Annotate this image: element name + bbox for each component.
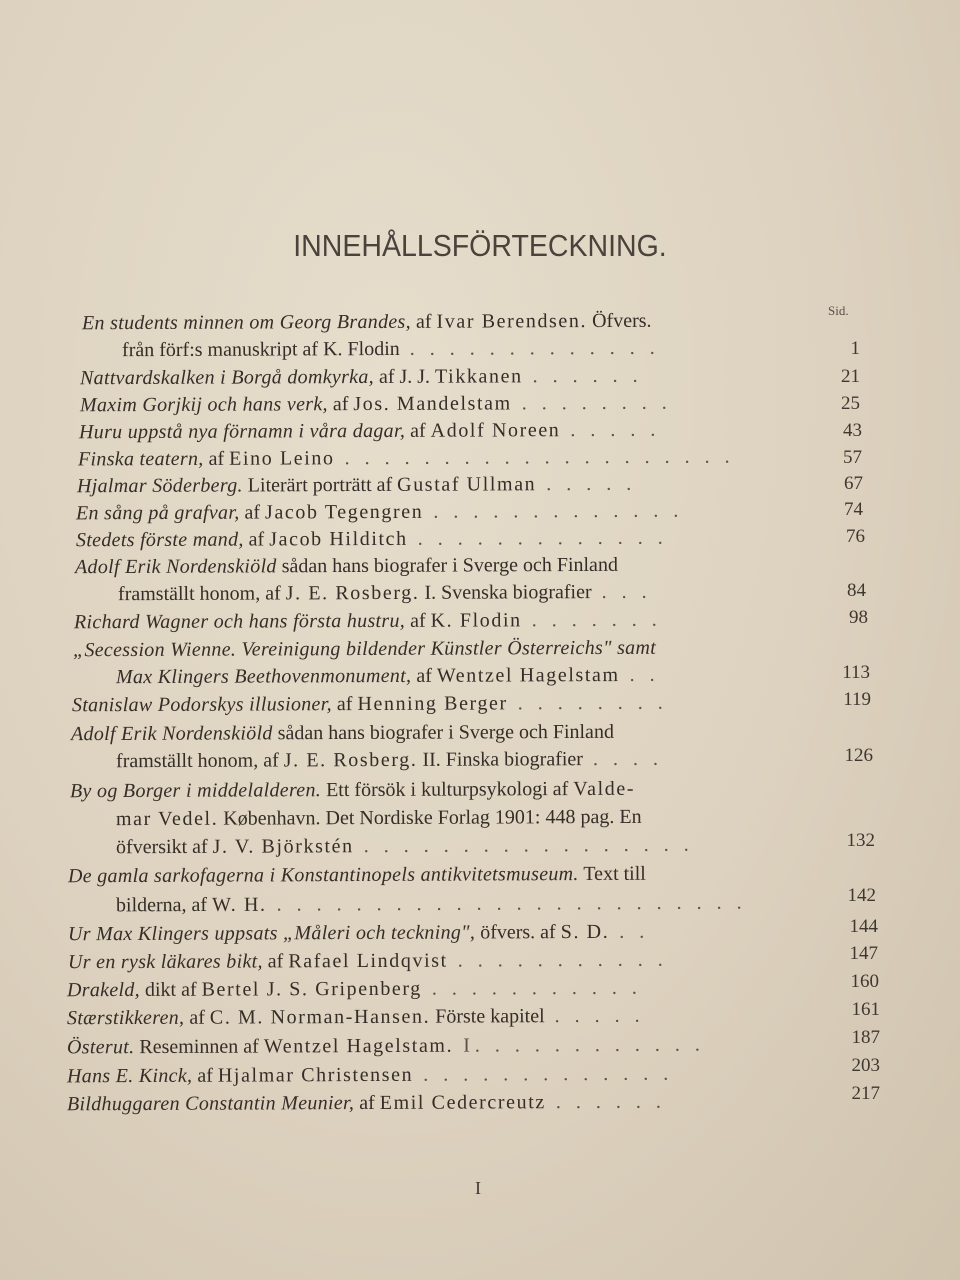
entry-page-number: 43: [843, 420, 862, 441]
leader-dots: . . . . . . . . . . . . . . . . . . . . . . . .: [266, 891, 747, 916]
entry-author: J. E. Rosberg.: [283, 748, 418, 772]
entry-text: från förf:s manuskript af K. Flodin: [121, 337, 400, 362]
leader-dots: . . . . . . . . . . . . .: [399, 336, 660, 360]
entry-text: af: [404, 609, 431, 632]
toc-entry-line: [80, 391, 672, 418]
entry-page-number: 74: [844, 499, 863, 520]
entry-author: Bertel J. S. Gripenberg: [201, 977, 422, 1001]
entry-author: C. M. Norman-Hansen.: [209, 1005, 431, 1029]
leader-dots: . . . . . . . .: [511, 391, 672, 415]
entry-title: Stedets förste mand,: [75, 528, 244, 552]
entry-page-number: 132: [846, 830, 875, 851]
leader-dots: . . . . . . . . . . . . .: [423, 499, 684, 523]
entry-page-number: 98: [849, 607, 868, 628]
toc-entry-line: [67, 1090, 666, 1117]
entry-text: af: [410, 310, 437, 333]
entry-page-number: 144: [849, 916, 878, 937]
entry-author: Valde-: [573, 777, 636, 801]
entry-text: af: [262, 950, 289, 973]
entry-author: Tikkanen: [434, 365, 523, 388]
entry-title: By og Borger i middelalderen.: [69, 779, 322, 803]
toc-entry-line: [118, 580, 652, 606]
entry-author: K. Flodin: [430, 609, 522, 632]
entry-text: af J. J.: [373, 365, 436, 388]
entry-text: af: [411, 664, 437, 687]
entry-page-number: 126: [844, 745, 873, 766]
entry-text: af: [184, 1006, 210, 1029]
toc-entry-line: [67, 1004, 645, 1031]
entry-author: Jos. Mandelstam: [353, 392, 512, 416]
leader-dots: . . . . . .: [522, 364, 643, 388]
entry-page-number: 217: [851, 1083, 880, 1104]
leader-dots: . . . . .: [560, 418, 661, 442]
leader-dots: . . . . . . . .: [507, 691, 668, 715]
entry-text: sådan hans biografer i Sverge och Finland: [272, 720, 614, 745]
entry-text: af: [354, 1091, 380, 1115]
entry-title: Adolf Erik Nordenskiöld: [70, 722, 273, 746]
entry-title: Hans E. Kinck,: [66, 1064, 193, 1088]
entry-text: Reseminnen af: [134, 1035, 264, 1059]
entry-text: öfversikt af: [115, 835, 213, 859]
entry-title: En students minnen om Georg Brandes,: [81, 310, 411, 335]
entry-text: af: [405, 419, 431, 442]
leader-dots: . . . . . .: [545, 1090, 666, 1114]
toc-entry-line: [76, 499, 683, 526]
toc-entry-line: [67, 1033, 705, 1060]
entry-text: af: [327, 393, 354, 416]
toc-entry-line: [116, 663, 660, 689]
entry-page-number: 84: [847, 580, 866, 601]
toc-entry-line: [76, 526, 668, 553]
entry-author: J. E. Rosberg.: [285, 581, 420, 605]
entry-page-number: 142: [847, 885, 876, 906]
toc-entry-line: [80, 364, 643, 390]
entry-page-number: 160: [850, 971, 879, 992]
toc-entry-line: [77, 472, 636, 498]
entry-author: mar Vedel.: [115, 807, 219, 831]
entry-text: II. Finska biografier: [417, 748, 583, 771]
entry-author: Jacob Hilditch: [269, 527, 408, 551]
toc-entry-line: [72, 691, 668, 718]
entry-author: Eino Leino: [229, 447, 335, 470]
entry-author: Jacob Tegengren: [264, 500, 424, 524]
leader-dots: I. . . . . . . . . . . .: [453, 1033, 705, 1057]
entry-author: Rafael Lindqvist: [288, 949, 448, 973]
entry-text: dikt af: [139, 978, 202, 1001]
toc-entry-line: [82, 309, 652, 335]
entry-text: framställt honom, af: [117, 582, 286, 606]
entry-author: J. V. Björkstén: [212, 835, 354, 858]
entry-text: öfvers. af: [475, 921, 561, 944]
entry-text: Öfvers.: [587, 309, 652, 333]
entry-author: Ivar Berendsen.: [436, 310, 588, 333]
entry-author: Gustaf Ullman: [397, 473, 537, 496]
leader-dots: . . . . . . . . . . . . .: [413, 1062, 674, 1086]
entry-title: Drakeld,: [66, 978, 140, 1002]
entry-title: Ur Max Klingers uppsats „Måleri och teckning",: [67, 921, 476, 946]
entry-page-number: 21: [841, 366, 860, 387]
leader-dots: . . . .: [582, 747, 663, 771]
entry-author: Adolf Noreen: [430, 419, 561, 442]
entry-text: bilderna, af: [115, 893, 213, 917]
toc-entry-line: [68, 920, 649, 947]
entry-title: En sång på grafvar,: [75, 501, 240, 525]
entry-author: Hjalmar Christensen: [217, 1063, 414, 1087]
leader-dots: . . . . . . . . . . . . . . . . . . . .: [334, 445, 735, 470]
toc-entry-line: [73, 636, 656, 663]
leader-dots: . . . . . . . . . . .: [421, 976, 642, 1000]
entry-page-number: 203: [851, 1055, 880, 1076]
leader-dots: . . .: [591, 580, 652, 604]
leader-dots: . .: [619, 663, 660, 686]
entry-author: W. H.: [212, 893, 267, 916]
entry-text: København. Det Nordiske Forlag 1901: 448 pag. En: [218, 805, 642, 830]
entry-text: af: [331, 693, 358, 716]
leader-dots: . . . . . . . . . . . . . . . . .: [353, 833, 694, 858]
entry-page-number: 187: [851, 1027, 880, 1048]
page-number: I: [475, 1178, 481, 1198]
toc-entry-line: [116, 891, 747, 918]
toc-entry-line: [74, 608, 662, 635]
toc-entry-line: [116, 747, 663, 773]
entry-author: Wentzel Hagelstam: [436, 663, 620, 687]
entry-title: Max Klingers Beethovenmonument,: [115, 664, 412, 689]
entry-title: Hjalmar Söderberg.: [76, 474, 243, 498]
entry-text: framställt honom, af: [115, 749, 284, 773]
toc-entry-line: [116, 833, 694, 860]
entry-title: Stanislaw Podorskys illusioner,: [71, 693, 332, 717]
entry-author: Wentzel Hagelstam.: [263, 1034, 454, 1058]
toc-entry-line: [67, 976, 642, 1003]
toc-entry-line: [79, 418, 660, 445]
toc-entry-line: [75, 553, 618, 579]
entry-page-number: 67: [844, 473, 863, 494]
entry-page-number: 76: [846, 526, 865, 547]
leader-dots: . . . . . . . . . . . . .: [407, 526, 668, 550]
toc-entry-line: [67, 1062, 673, 1089]
entry-text: I. Svenska biografier: [419, 581, 592, 604]
entry-page-number: 57: [843, 447, 862, 468]
toc-entry-line: [78, 445, 735, 472]
entry-title: Huru uppstå nya förnamn i våra dagar,: [78, 419, 406, 444]
leader-dots: . . . . . . .: [521, 608, 662, 632]
entry-title: Nattvardskalken i Borgå domkyrka,: [79, 365, 374, 390]
entry-page-number: 161: [851, 999, 880, 1020]
entry-page-number: 147: [849, 943, 878, 964]
entry-author: Emil Cedercreutz: [379, 1091, 546, 1114]
entry-title: Ur en rysk läkares bikt,: [67, 950, 263, 974]
entry-text: Text till: [578, 862, 646, 886]
entry-text: af: [203, 447, 230, 470]
entry-author: Henning Berger: [357, 692, 508, 716]
entry-title: Finska teatern,: [77, 447, 204, 471]
entry-text: Förste kapitel: [430, 1005, 545, 1028]
entry-text: Ett försök i kulturpsykologi af: [321, 778, 574, 802]
leader-dots: . .: [609, 920, 650, 943]
entry-text: af: [192, 1064, 218, 1087]
entry-page-number: 113: [842, 662, 870, 683]
toc-entry-line: [71, 720, 614, 746]
toc-entry-line: [116, 805, 642, 831]
page-column-label: Sid.: [828, 303, 849, 318]
entry-title: „Secession Wienne. Vereinigung bildender Künstler Österreichs" samt: [72, 636, 657, 662]
entry-author: S. D.: [560, 920, 610, 944]
entry-title: Bildhuggaren Constantin Meunier,: [66, 1092, 355, 1116]
leader-dots: . . . . .: [544, 1004, 645, 1028]
leader-dots: . . . . .: [536, 472, 637, 496]
entry-page-number: 25: [841, 393, 860, 414]
toc-entry-line: [68, 948, 668, 975]
entry-title: Richard Wagner och hans första hustru,: [73, 609, 406, 634]
entry-page-number: 119: [843, 689, 871, 710]
entry-text: Literärt porträtt af: [242, 473, 398, 497]
entry-title: De gamla sarkofagerna i Konstantinopels antikvitetsmuseum.: [67, 863, 579, 888]
entry-title: Maxim Gorjkij och hans verk,: [79, 393, 328, 417]
entry-text: sådan hans biografer i Sverge och Finland: [276, 553, 618, 578]
entry-title: Österut.: [66, 1036, 135, 1059]
toc-entry-line: [70, 777, 635, 803]
page-title: INNEHÅLLSFÖRTECKNING.: [293, 228, 667, 263]
toc-entry-line: [122, 336, 660, 362]
entry-page-number: 1: [850, 338, 860, 359]
leader-dots: . . . . . . . . . . .: [447, 948, 668, 972]
entry-title: Stærstikkeren,: [66, 1006, 185, 1030]
toc-entry-line: [68, 862, 646, 889]
entry-text: af: [243, 528, 270, 551]
entry-title: Adolf Erik Nordenskiöld: [74, 555, 277, 579]
entry-text: af: [239, 501, 266, 524]
